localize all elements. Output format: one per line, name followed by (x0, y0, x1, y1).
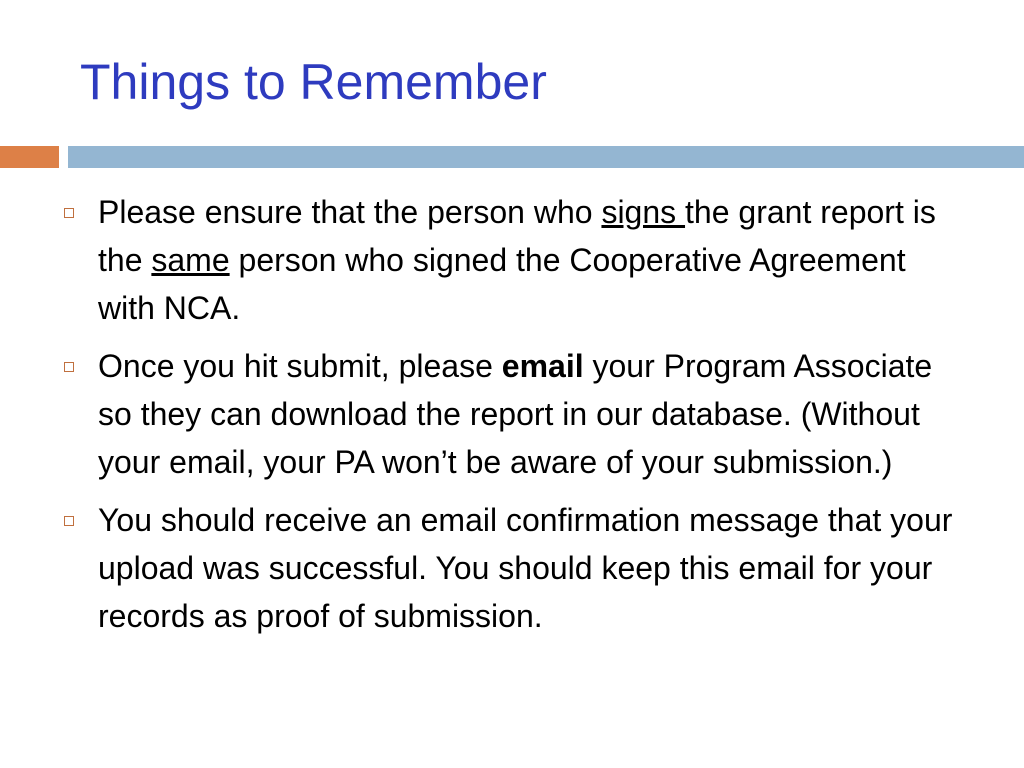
bullet-text-part: Once you hit submit, please (98, 348, 502, 384)
bullet-list (64, 188, 964, 650)
slide-title: Things to Remember (80, 54, 547, 110)
hollow-square-bullet-icon (64, 516, 74, 526)
bullet-text-part: Please ensure that the person who (98, 194, 602, 230)
bullet-text-part: person who signed the Cooperative Agreement with NCA. (98, 242, 906, 326)
underlined-word-same: same (151, 242, 230, 278)
underlined-word-signs: signs (601, 194, 686, 230)
bullet-item-confirmation (64, 496, 964, 640)
accent-bar (0, 146, 59, 168)
bullet-item-email (64, 342, 964, 486)
bold-word-email: email (501, 348, 584, 384)
hollow-square-bullet-icon (64, 208, 74, 218)
bullet-item-signer (64, 188, 964, 332)
bullet-text-part: the grant report is the (98, 194, 936, 278)
bullet-text-part: your Program Associate so they can download the report in our database. (Without your email, your PA won’t be aware of your submission.) (98, 348, 933, 480)
hollow-square-bullet-icon (64, 362, 74, 372)
header-divider-bar (68, 146, 1024, 168)
bullet-text: You should receive an email confirmation message that your upload was successful. You should keep this email for your records as proof of submission. (98, 502, 953, 634)
